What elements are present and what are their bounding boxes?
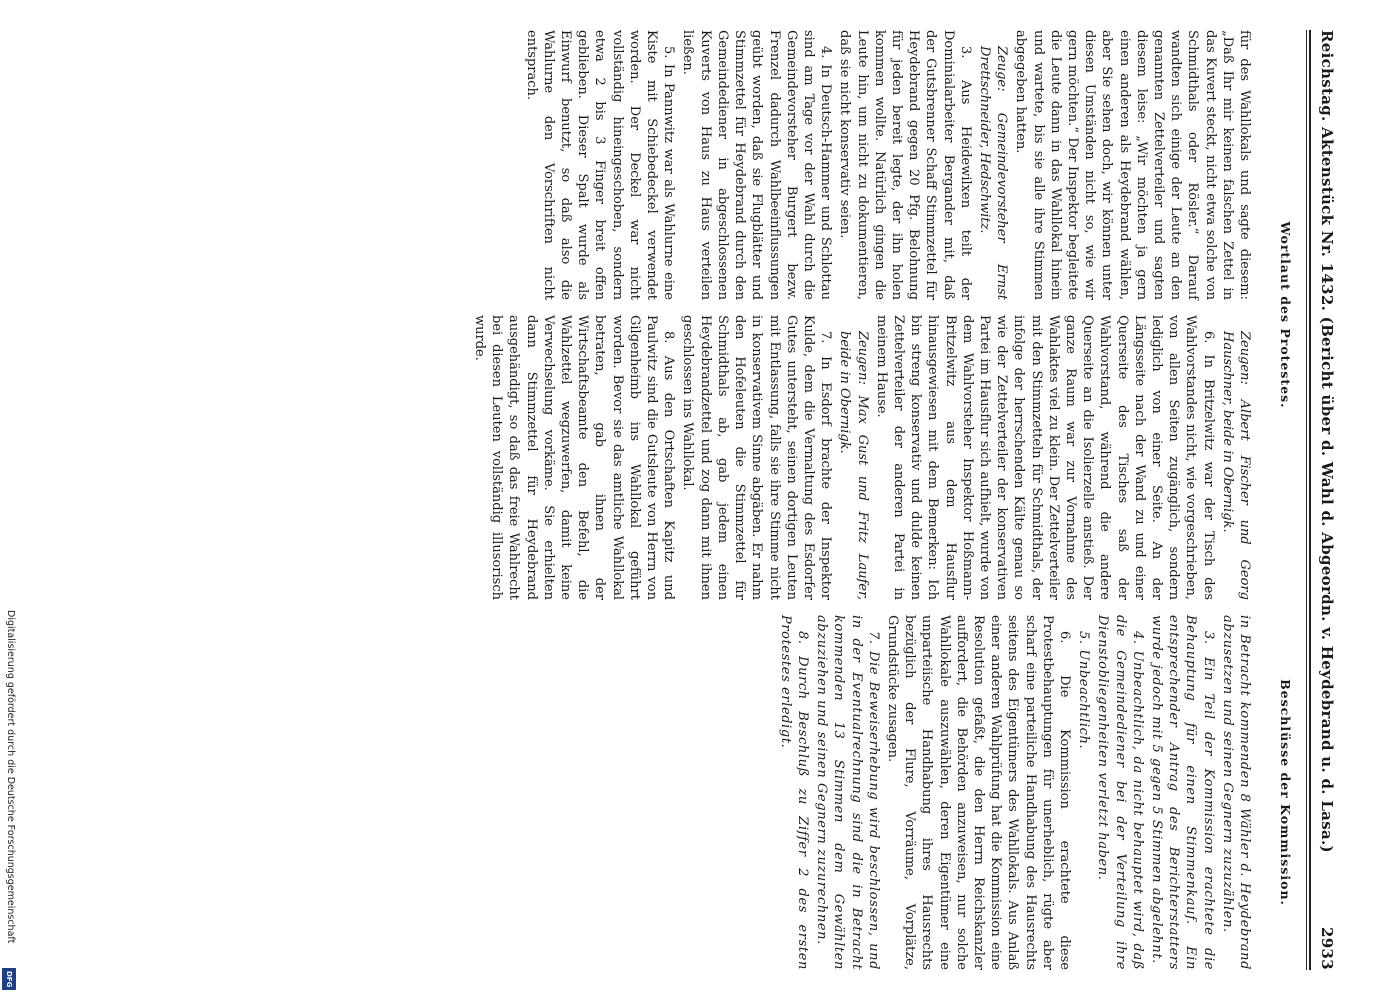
paragraph: 8. Aus den Ortschaften Kapitz und Paulwitz sind die Gutsleute von Herrn von Gilgenheimb ins Wahllokal geführt worden. Bevor sie das amtliche Wahllokal betraten, gab ihnen der Wirtschaftsbeamte den Befehl, die Wahlzettel wegzuwerfen, damit keine Verwechselung vorkäme. Sie erhielten dann Stimmzettel für Heydebrand ausgehändigt, so daß das freie Wahlrecht bei diesen Leuten vollständig illusorisch wurde. xyxy=(472,315,677,600)
paragraph: 4. Unbeachtlich, da nicht behauptet wird, daß die Gemeindediener bei der Verteilung ihre Dienstobliegenheiten verletzt haben. xyxy=(1095,615,1145,970)
paragraph: 6. In Britzelwitz war der Tisch des Wahlvorstandes nicht, wie vorgeschrieben, von allen Seiten zugänglich, sondern lediglich von einer Seite. An der Längsseite nach der Wand zu und einer Querseite des Tisches saß der Wahlvorstand, während die andere Querseite an die Isolierzelle anstieß. Der ganze Raum war zur Vornahme des Wahlaktes viel zu klein. Der Zettelverteiler mit den Stimmzetteln für Schmidthals, der infolge der herrschenden Kälte genau so wie der Zettelverteiler der konservativen Partei im Hausflur sich aufhielt, wurde von dem Wahlvorsteher Inspektor Hoßmann-Britzelwitz aus dem Hausflur hinausgewiesen mit dem Bemerken: Ich bin streng konservativ und dulde keinen Zettelverteiler der anderen Partei in meinem Hause. xyxy=(873,315,1216,600)
paragraph: 7. Die Beweiserhebung wird beschlossen, und in der Eventualrechnung sind die in Betracht kommenden 13 Stimmen dem Gewählten abzuziehen und seinen Gegnern zuzurechnen. xyxy=(814,615,881,970)
paragraph: 5. Unbeachtlich. xyxy=(1076,631,1092,750)
header-rule xyxy=(1309,30,1311,970)
paragraph: 3. Ein Teil der Kommission erachtete die Behauptung für einen Stimmenkauf. Ein entsprechender Antrag des Berichterstatters wurde jedoch mit 5 gegen 5 Stimmen abgelehnt. xyxy=(1148,615,1216,970)
witness-line: Zeuge: Gemeindevorsteher Ernst Drettschneider, Hedschwitz. xyxy=(976,46,1010,300)
dfg-logo: DFG xyxy=(2,968,16,990)
paragraph: 8. Durch Beschluß zu Ziffer 2 des ersten Protestes erledigt. xyxy=(777,615,810,970)
witness-line: Zeugen: Albert Fischer und Georg Hauschner, beide in Obernigk. xyxy=(1219,331,1252,600)
paragraph: in Betracht kommenden 8 Wähler d. Heydebrand abzusetzen und seinen Gegnern zuzuzählen. xyxy=(1219,615,1252,970)
protest-column-1 xyxy=(520,30,1253,300)
page-number: 2933 xyxy=(1318,927,1336,970)
paragraph: für des Wahllokals und sagte diesem: „Daß Ihr mir keinen falschen Zettel in das Kuvert steckt, nicht etwa solche von Schmidthals oder Rösler.“ Darauf wandten sich einige der Leute an den genannten Zettelverteiler und sagten diesem leise: „Wir möchten ja gern einen anderen als Heydebrand wählen, aber Sie sehen doch, wir können unter diesen Umständen nicht so, wie wir gern möchten.“ Der Inspektor begleitete die Leute dann in das Wahllokal hinein und wartete, bis sie alle ihre Stimmen abgegeben hatten. xyxy=(1013,30,1252,300)
paragraph: 5. In Pannwitz war als Wahlurne eine Kiste mit Schiebedeckel verwendet worden. Der Deckel war nicht vollständig hineingeschoben, sondern etwa 2 bis 3 Finger breit offen geblieben. Dieser Spalt wurde als Einwurf benutzt, so daß also die Wahlurne den Vorschriften nicht entsprach. xyxy=(523,30,677,300)
credit-text: Digitalisierung gefördert durch die Deutsche Forschungsgemeinschaft xyxy=(5,610,16,944)
header-title: Reichstag. Aktenstück Nr. 1432. (Bericht über d. Wahl d. Abgeordn. v. Heydebrand u. d. Lasa.) xyxy=(1318,30,1336,853)
commission-section-title: Beschlüsse der Kommission. xyxy=(1278,679,1293,906)
witness-line: Zeugen: Max Gust und Fritz Laufer, beide in Obernigk. xyxy=(837,331,870,600)
paragraph: 4. In Deutsch-Hammer und Schlottau sind am Tage vor der Wahl durch die Gemeindevorsteher Burgert bezw. Frenzel dadurch Wahlbeeinflussungen geübt worden, daß sie Flugblätter und Stimmzettel für Heydebrand durch den Gemeindediener in abgeschlossenen Kuverts von Haus zu Haus verteilen ließen. xyxy=(680,30,834,300)
paragraph: 7. In Esdorf brachte der Inspektor Kulde, dem die Vermaltung des Esdorfer Gutes untersteht, seinen dortigen Leuten mit Entlassung, falls sie ihre Stimme nicht in konservativem Sinne abgäben. Er nahm den Hofeleuten die Stimmzettel für Schmidthals ab, gab jedem einen Heydebrandzettel und zog dann mit ihnen geschlossen ins Wahllokal. xyxy=(680,315,834,600)
commission-column xyxy=(775,615,1253,970)
digitization-credit xyxy=(2,610,18,990)
protest-column-2 xyxy=(469,315,1253,600)
paragraph: 3. Aus Heidewilxen teilt der Dominialarbeiter Bergander mit, daß der Gutsbrenner Schaff Stimmzettel für Heydebrand gegen 20 Pfg. Belohnung für jeden bereit legte, der ihn holen kommen wollte. Natürlich gingen die Leute hin, um nicht zu dokumentieren, daß sie nicht konservativ seien. xyxy=(837,30,973,300)
paragraph: 6. Die Kommission erachtete diese Protestbehauptungen für unerheblich, rügte aber scharf eine parteiliche Handhabung des Hausrechts seitens des Eigentümers des Wahllokals. Aus Anlaß einer anderen Wahlprüfung hat die Kommission eine Resolution gefaßt, die den Herrn Reichskanzler auffordert, die Behörden anzuweisen, nur solche Wahllokale auszuwählen, deren Eigentümer eine unparteiische Handhabung ihres Hausrechts bezüglich der Flure, Vorräume, Vorplätze, Grundstücke zusagen. xyxy=(884,615,1072,970)
page-header xyxy=(1318,30,1348,970)
header-rule-thin xyxy=(1306,30,1307,970)
protest-section-title: Wortlaut des Protestes. xyxy=(1278,221,1293,409)
